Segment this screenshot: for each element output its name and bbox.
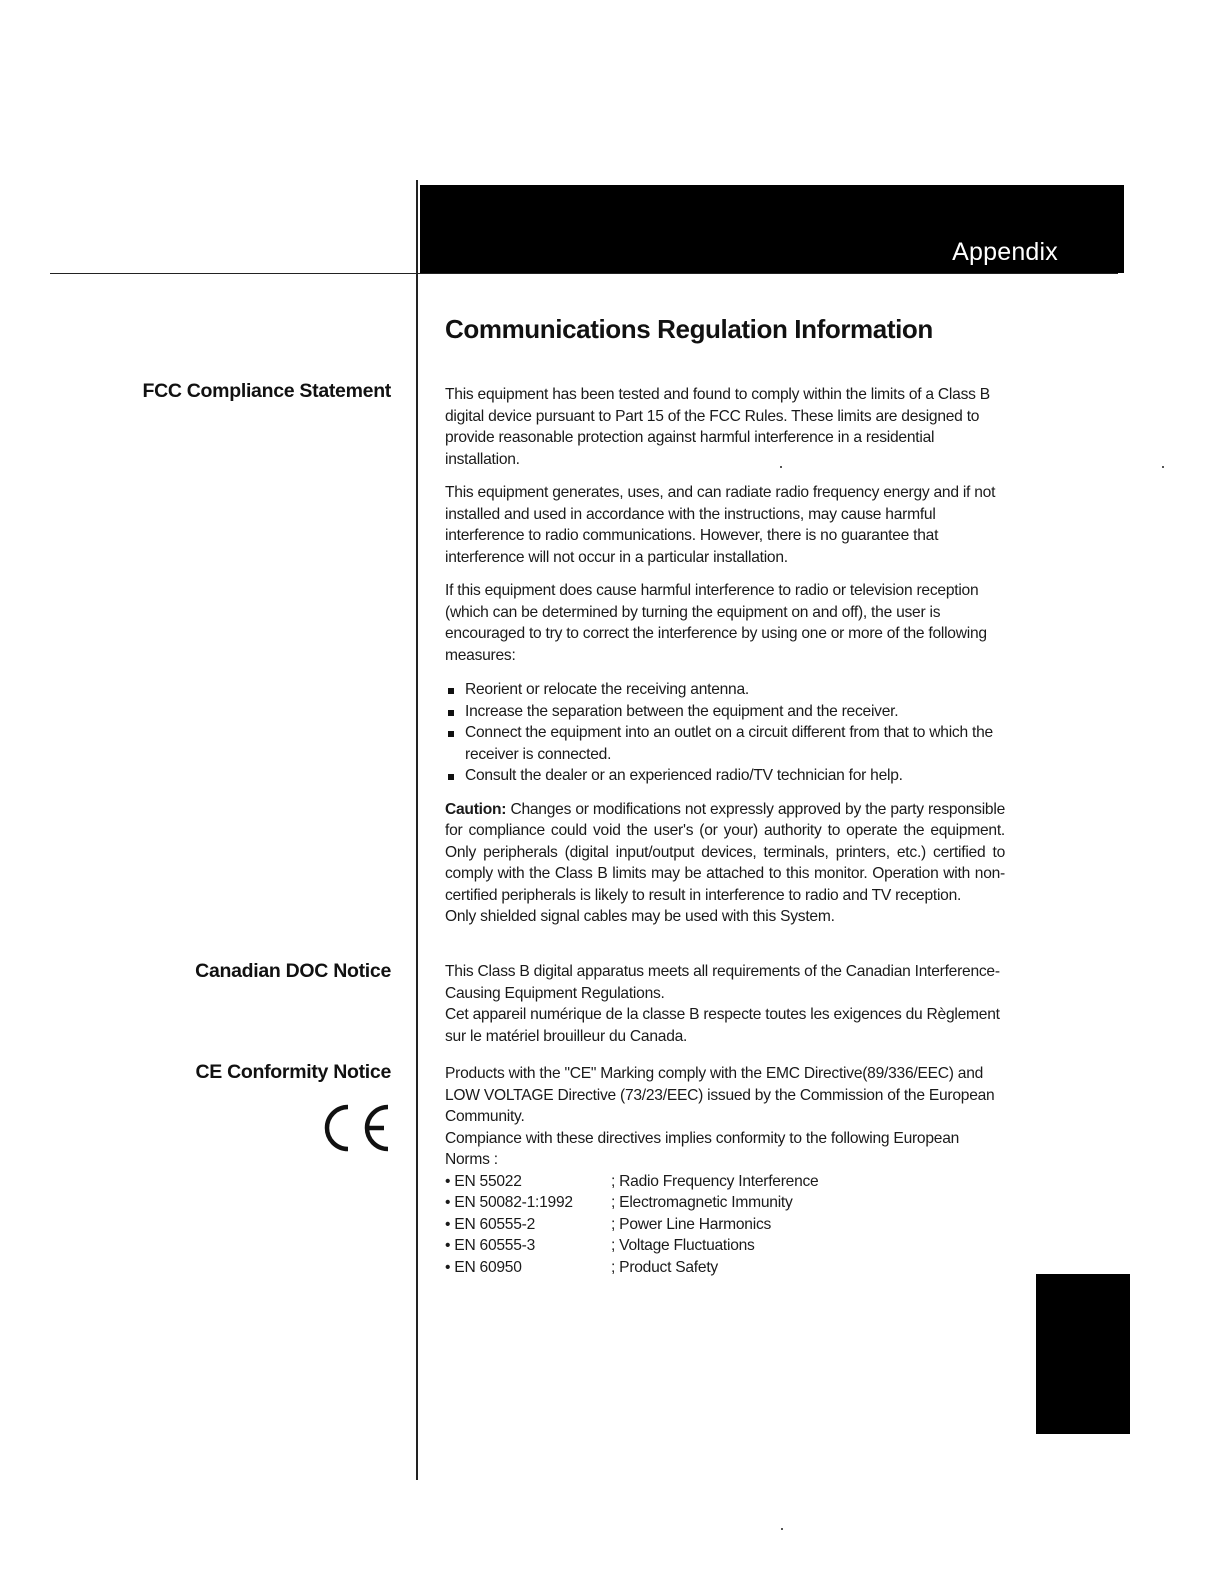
header-rule (50, 273, 1118, 274)
ce-heading: CE Conformity Notice (195, 1061, 391, 1083)
norm-desc: ; Electromagnetic Immunity (611, 1194, 793, 1211)
norm-desc: ; Radio Frequency Interference (611, 1172, 819, 1190)
norm-code: • EN 60555-2 (445, 1215, 536, 1233)
list-item (445, 701, 1005, 723)
scan-speck (1162, 466, 1164, 468)
bullet-square-icon (448, 774, 454, 780)
fcc-section (445, 384, 1005, 928)
norm-desc: ; Product Safety (611, 1258, 718, 1276)
measure-text: Reorient or relocate the receiving antenna. (465, 681, 749, 698)
column-divider (416, 180, 418, 1480)
table-row (445, 1257, 1005, 1279)
fcc-heading: FCC Compliance Statement (142, 380, 391, 402)
caution-label: Caution: (445, 800, 507, 818)
table-row (445, 1214, 1005, 1236)
list-item (445, 765, 1005, 787)
canadian-text-fr: Cet appareil numérique de la classe B respecte toutes les exigences du Règlement sur le matériel brouilleur du Canada. (445, 1006, 1000, 1045)
ce-compliance: Compiance with these directives implies conformity to the following European Norms : (445, 1129, 960, 1168)
bullet-square-icon (448, 710, 454, 716)
table-row (445, 1192, 1005, 1214)
norm-code: • EN 50082-1:1992 (445, 1194, 573, 1211)
list-item (445, 679, 1005, 701)
list-item (445, 722, 1005, 765)
fcc-paragraph-1: This equipment has been tested and found to comply within the limits of a Class B digital device pursuant to Part 15 of the FCC Rules. These limits are designed to provide reasonable protection against harmful interference in a residential installation. (445, 386, 990, 468)
scan-speck (781, 1528, 783, 1530)
bullet-square-icon (448, 688, 454, 694)
norm-desc: ; Power Line Harmonics (611, 1215, 772, 1233)
european-norms-list (445, 1171, 1005, 1279)
canadian-text-en: This Class B digital apparatus meets all requirements of the Canadian Interference-Causing Equipment Regulations. (445, 963, 1000, 1002)
thumb-index-tab (1036, 1274, 1130, 1434)
table-row (445, 1235, 1005, 1257)
measure-text: Consult the dealer or an experienced radio/TV technician for help. (465, 767, 903, 784)
ce-mark-icon (318, 1103, 392, 1153)
shielded-cable-note: Only shielded signal cables may be used with this System. (445, 908, 835, 925)
fcc-measures-list (445, 679, 1005, 787)
norm-code: • EN 60555-3 (445, 1237, 536, 1254)
canadian-doc-section (445, 961, 1005, 1047)
norm-code: • EN 60950 (445, 1258, 522, 1276)
canadian-doc-heading: Canadian DOC Notice (195, 960, 391, 982)
caution-text: Changes or modifications not expressly approved by the party responsible for compliance could void the user's (or your) authority to operate the equipment. Only peripherals (digital input/output devices, terminals, printers, etc.) certified to comply with the Class B limits may be attached to this monitor. Operation with non-certified peripherals is likely to result in interference to radio and TV reception. (445, 800, 1005, 904)
table-row (445, 1171, 1005, 1193)
ce-intro: Products with the "CE" Marking comply with the EMC Directive(89/336/EEC) and LOW VOLTAGE Directive (73/23/EEC) issued by the Commission of the European Community. (445, 1065, 995, 1125)
fcc-paragraph-3: If this equipment does cause harmful interference to radio or television reception (which can be determined by turning the equipment on and off), the user is encouraged to try to correct the interference by using one or more of the following measures: (445, 582, 987, 664)
fcc-paragraph-2: This equipment generates, uses, and can radiate radio frequency energy and if not installed and used in accordance with the instructions, may cause harmful interference to radio communications. However, there is no guarantee that interference will not occur in a particular installation. (445, 484, 996, 566)
appendix-header-bar (420, 185, 1124, 273)
norm-desc: ; Voltage Fluctuations (611, 1237, 755, 1254)
norm-code: • EN 55022 (445, 1172, 522, 1190)
page-title: Communications Regulation Information (445, 314, 933, 344)
measure-text: Connect the equipment into an outlet on a circuit different from that to which the receiver is connected. (465, 724, 993, 763)
caution-paragraph (445, 799, 1005, 907)
measure-text: Increase the separation between the equipment and the receiver. (465, 702, 899, 720)
appendix-header-title: Appendix (952, 238, 1058, 266)
bullet-square-icon (448, 731, 454, 737)
ce-section (445, 1063, 1005, 1278)
